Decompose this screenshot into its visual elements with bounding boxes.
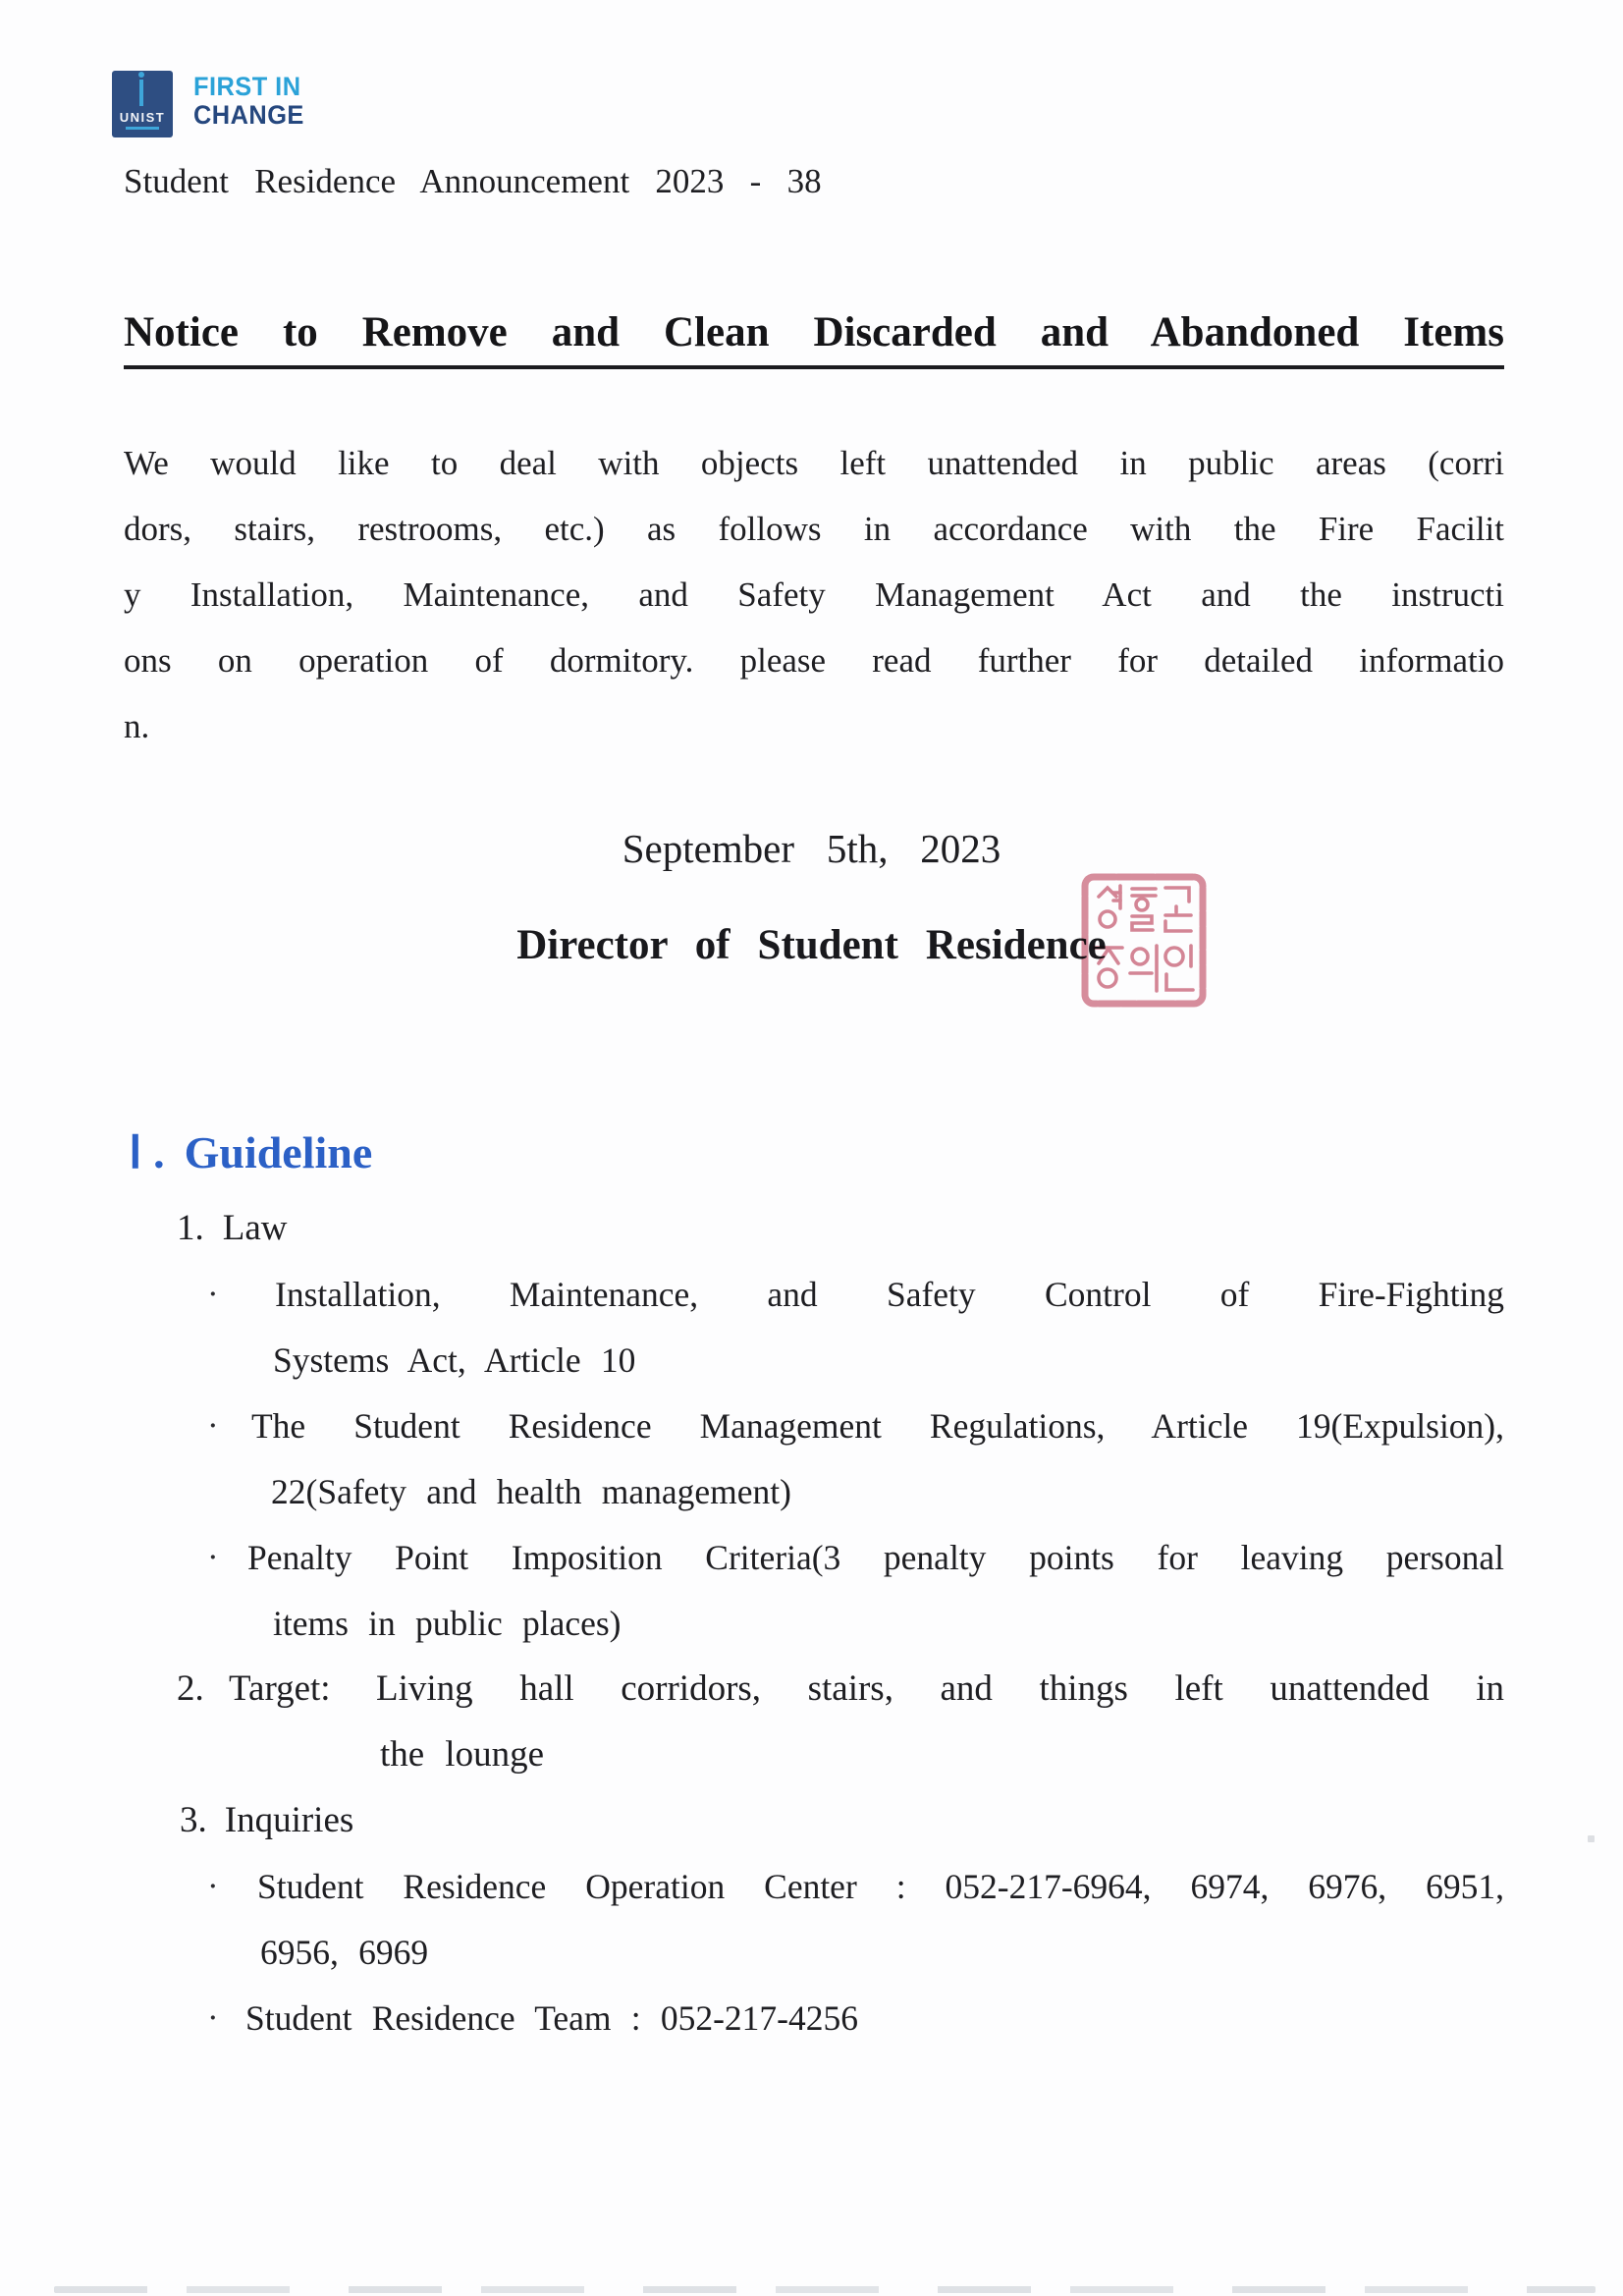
notice-title-text: Notice to Remove and Clean Discarded and Abandoned Items <box>124 309 1504 355</box>
section-numeral: Ⅰ . <box>129 1127 165 1177</box>
law-bullet-1-line-1: Installation, Maintenance, and Safety Control of Fire-Fighting <box>275 1275 1504 1314</box>
target-line-2: the lounge <box>380 1734 544 1775</box>
logo-i-dot-icon <box>138 72 144 78</box>
section-title: Guideline <box>184 1127 373 1177</box>
item-1-row <box>177 1206 288 1251</box>
bullet-dot-icon: · <box>207 1998 219 2037</box>
bullet-dot-icon: · <box>207 1275 219 1313</box>
intro-line-3: y Installation, Maintenance, and Safety Management Act and the instructi <box>124 575 1504 614</box>
intro-line-5: n. <box>124 707 150 745</box>
logo-i-icon <box>139 80 143 106</box>
logo-tagline-change: CHANGE <box>193 100 304 130</box>
item-2-number: 2. <box>177 1668 204 1709</box>
inquiries-bullet-1-line-1: Student Residence Operation Center : 052-217-6964, 6974, 6976, 6951, <box>257 1867 1504 1906</box>
unist-logo <box>112 71 173 137</box>
doc-number-line: Student Residence Announcement 2023 - 38 <box>124 162 822 200</box>
notice-title <box>124 308 1504 369</box>
law-bullet-3-line-2: items in public places) <box>273 1604 622 1643</box>
item-3-number: 3. <box>180 1800 207 1840</box>
item-1-number: 1. <box>177 1208 204 1248</box>
law-bullet-2-line-1: The Student Residence Management Regulations, Article 19(Expulsion), <box>251 1406 1504 1446</box>
logo-tagline-first-in: FIRST IN <box>193 72 301 101</box>
intro-line-2: dors, stairs, restrooms, etc.) as follows in accordance with the Fire Facilit <box>124 510 1504 548</box>
intro-line-1: We would like to deal with objects left unattended in public areas (corri <box>124 444 1504 482</box>
logo-underline <box>126 127 159 130</box>
item-3-label: Inquiries <box>224 1800 354 1840</box>
law-bullet-1-line-2: Systems Act, Article 10 <box>273 1340 636 1380</box>
issue-date: September 5th, 2023 <box>622 826 1001 871</box>
seal-graphic <box>1081 873 1207 1008</box>
director-stamp-icon <box>1081 873 1207 1008</box>
inquiries-bullet-2-line-1: Student Residence Team : 052-217-4256 <box>245 1998 858 2038</box>
signer-title: Director of Student Residence <box>516 922 1107 968</box>
item-3-row <box>180 1798 353 1843</box>
intro-paragraph <box>124 430 1504 759</box>
law-bullet-3-line-1: Penalty Point Imposition Criteria(3 penalty points for leaving personal <box>247 1538 1504 1577</box>
target-line-1: Living hall corridors, stairs, and things left unattended in <box>376 1668 1504 1709</box>
bullet-dot-icon: · <box>207 1867 219 1905</box>
scan-edge-artifact <box>54 2286 1596 2293</box>
section-heading <box>129 1125 372 1178</box>
inquiries-bullet-1-line-2: 6956, 6969 <box>260 1933 429 1972</box>
bullet-dot-icon: · <box>207 1406 219 1445</box>
logo-brand-text: UNIST <box>119 110 166 125</box>
item-1-label: Law <box>222 1208 288 1248</box>
scan-speck-artifact <box>1588 1835 1595 1842</box>
intro-line-4: ons on operation of dormitory. please read further for detailed informatio <box>124 641 1504 680</box>
law-bullet-2-line-2: 22(Safety and health management) <box>271 1472 791 1511</box>
item-2-label: Target: <box>229 1668 331 1709</box>
bullet-dot-icon: · <box>207 1538 219 1576</box>
